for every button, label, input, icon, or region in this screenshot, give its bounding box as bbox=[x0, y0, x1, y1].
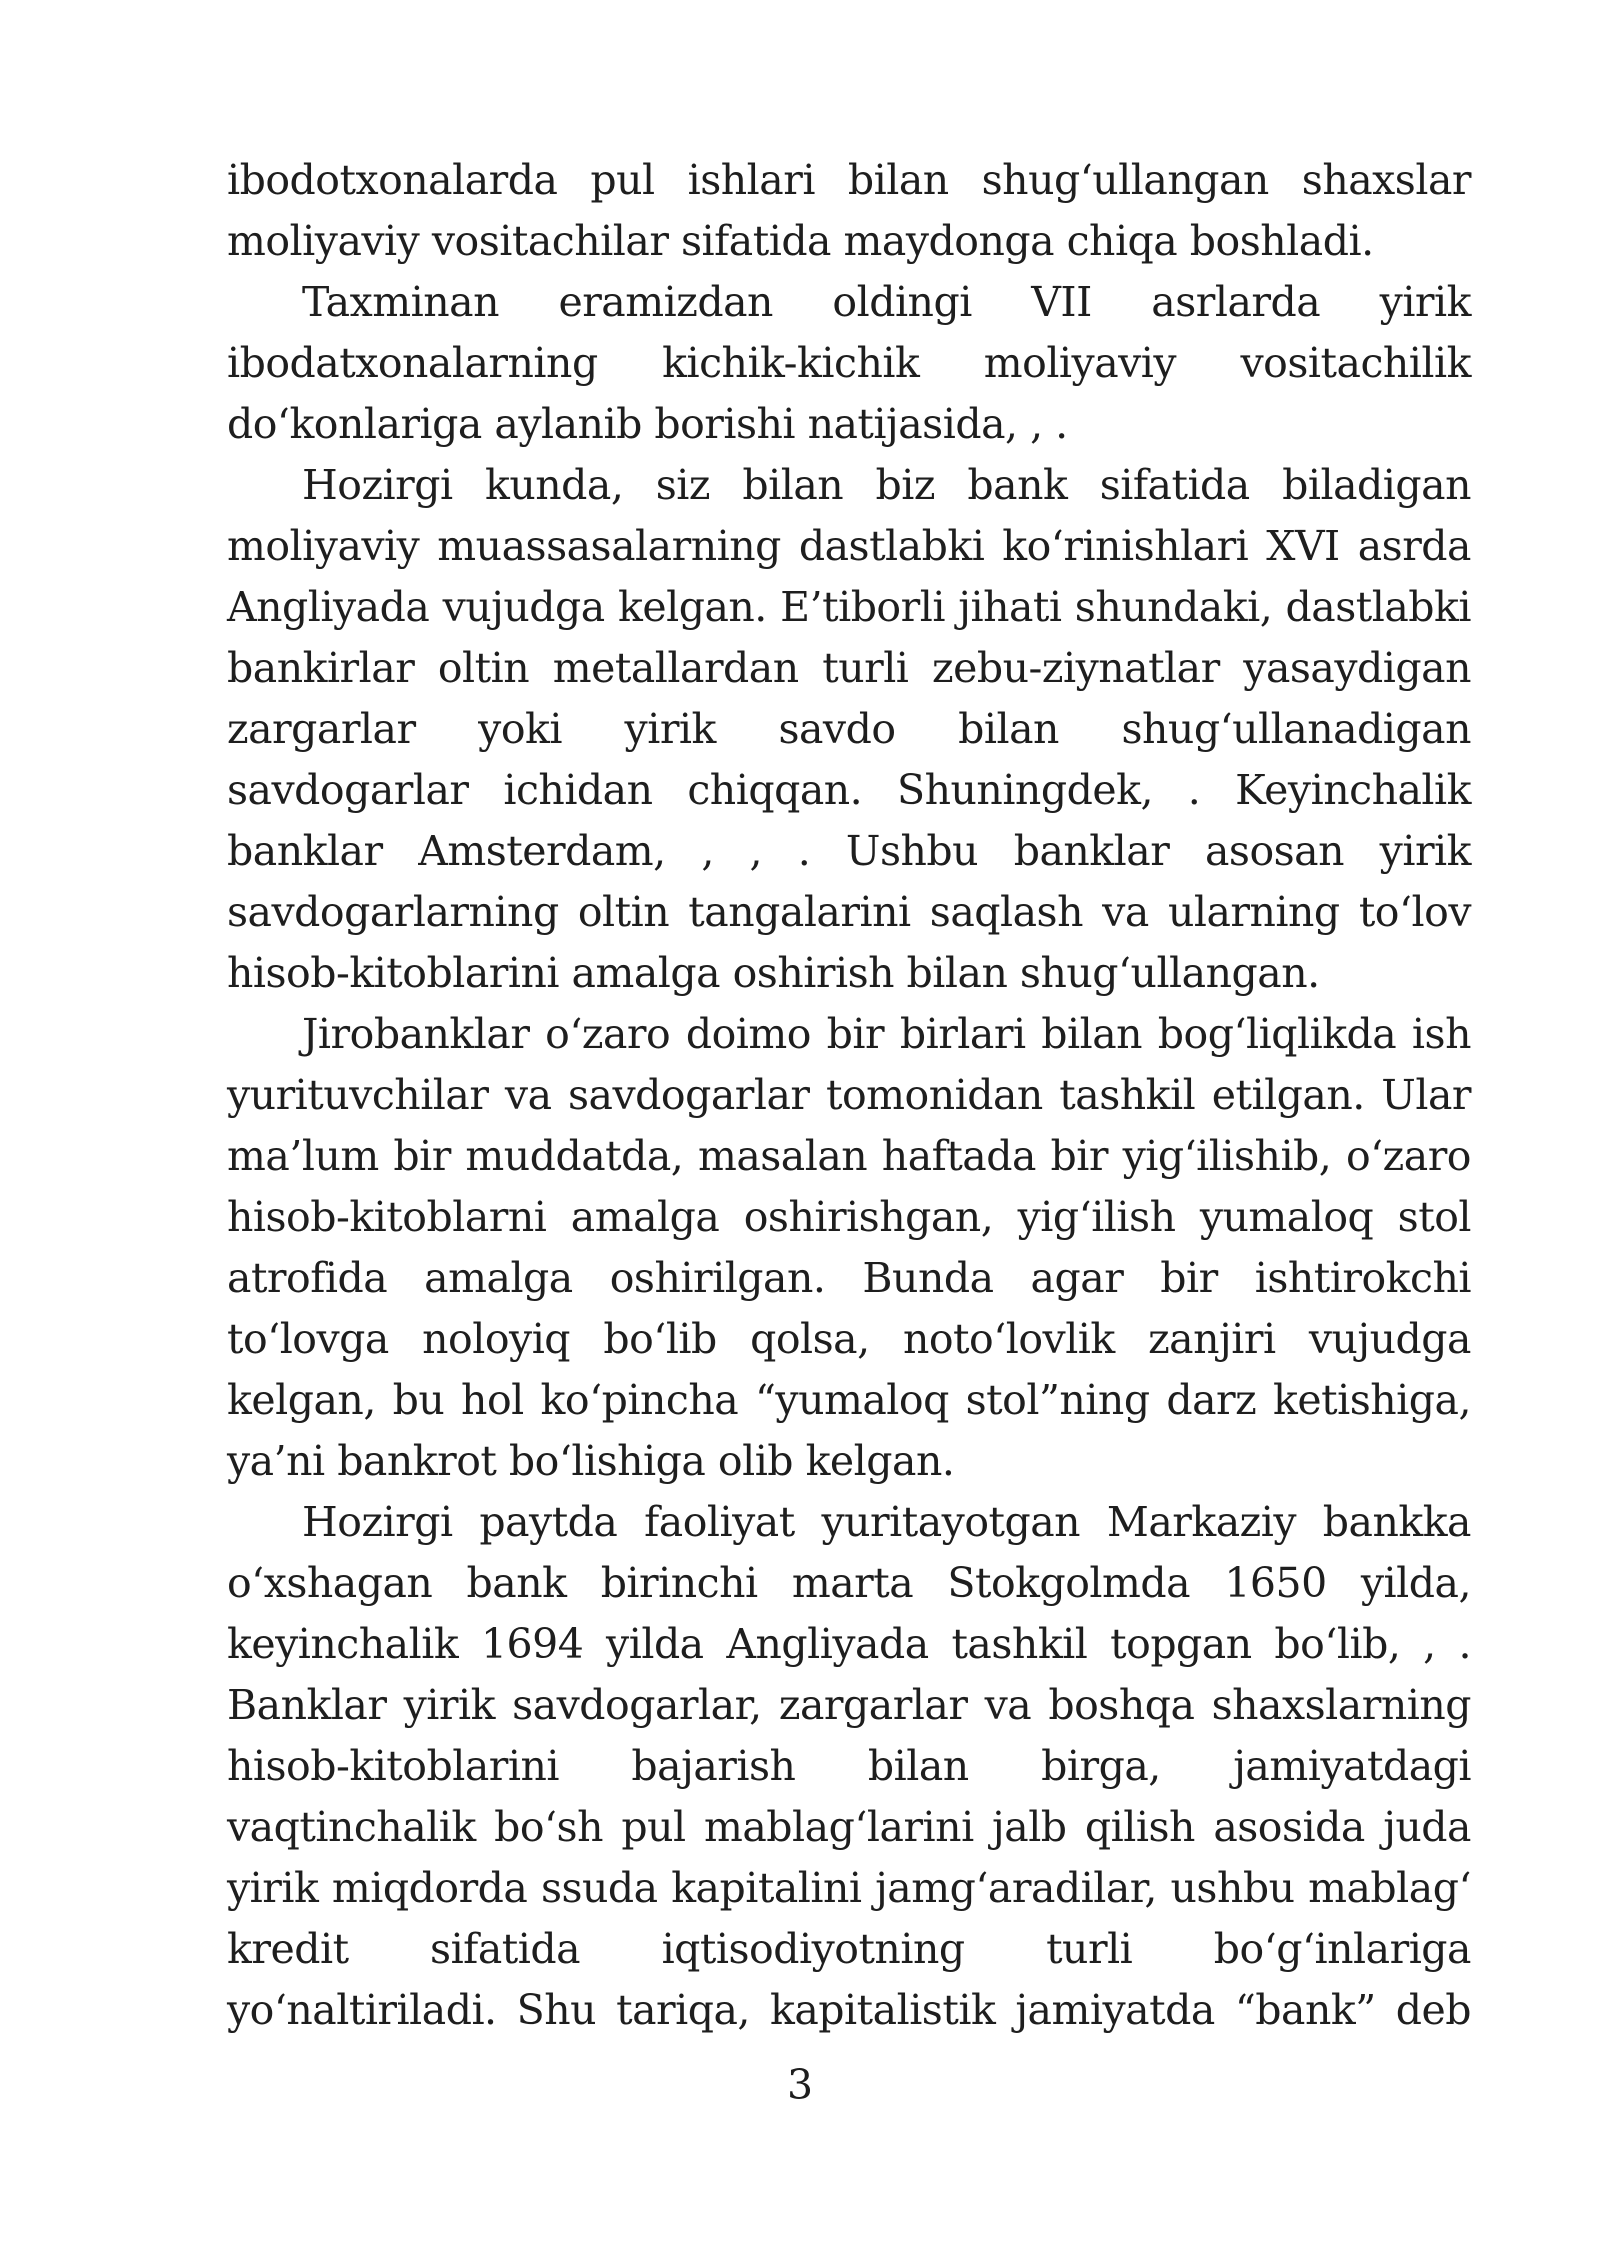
paragraph-5: Hozirgi paytda faoliyat yuritayotgan Markaziy bankka o‘xshagan bank birinchi marta Stokgolmda 1650 yilda, keyinchalik 1694 yilda Angliyada tashkil topgan bo‘lib, , . Banklar yirik savdogarlar, zargarlar va boshqa shaxslarning hisob-kitoblarini bajarish bilan birga, jamiyatdagi vaqtinchalik bo‘sh pul mablag‘larini jalb qilish asosida juda yirik miqdorda ssuda kapitalini jamg‘aradilar, ushbu mablag‘ kredit sifatida iqtisodiyotning turli bo‘g‘inlariga yo‘naltiriladi. Shu tariqa, kapitalistik jamiyatda “bank” deb bbox=[227, 1498, 1471, 2034]
paragraph-1: ibodotxonalarda pul ishlari bilan shug‘ullangan shaxslar moliyaviy vositachilar sifatida maydonga chiqa boshladi. bbox=[227, 156, 1471, 265]
paragraph-3: Hozirgi kunda, siz bilan biz bank sifatida biladigan moliyaviy muassasalarning dastlabki ko‘rinishlari XVI asrda Angliyada vujudga kelgan. E’tiborli jihati shundaki, dastlabki bankirlar oltin metallardan turli zebu-ziynatlar yasaydigan zargarlar yoki yirik savdo bilan shug‘ullanadigan savdogarlar ichidan chiqqan. Shuningdek, . Keyinchalik banklar Amsterdam, , , . Ushbu banklar asosan yirik savdogarlarning oltin tangalarini saqlash va ularning to‘lov hisob-kitoblarini amalga oshirish bilan shug‘ullangan. bbox=[227, 461, 1471, 997]
paragraph-4: Jirobanklar o‘zaro doimo bir birlari bilan bog‘liqlikda ish yurituvchilar va savdogarlar tomonidan tashkil etilgan. Ular ma’lum bir muddatda, masalan haftada bir yig‘ilishib, o‘zaro hisob-kitoblarni amalga oshirishgan, yig‘ilish yumaloq stol atrofida amalga oshirilgan. Bunda agar bir ishtirokchi to‘lovga noloyiq bo‘lib qolsa, noto‘lovlik zanjiri vujudga kelgan, bu hol ko‘pincha “yumaloq stol”ning darz ketishiga, ya’ni bankrot bo‘lishiga olib kelgan. bbox=[227, 1010, 1471, 1485]
paragraph-2: Taxminan eramizdan oldingi VII asrlarda yirik ibodatxonalarning kichik-kichik moliyaviy vositachilik do‘konlariga aylanib borishi natijasida, , . bbox=[227, 278, 1471, 448]
page-body bbox=[227, 150, 1471, 2041]
page-number: 3 bbox=[786, 2061, 814, 2109]
